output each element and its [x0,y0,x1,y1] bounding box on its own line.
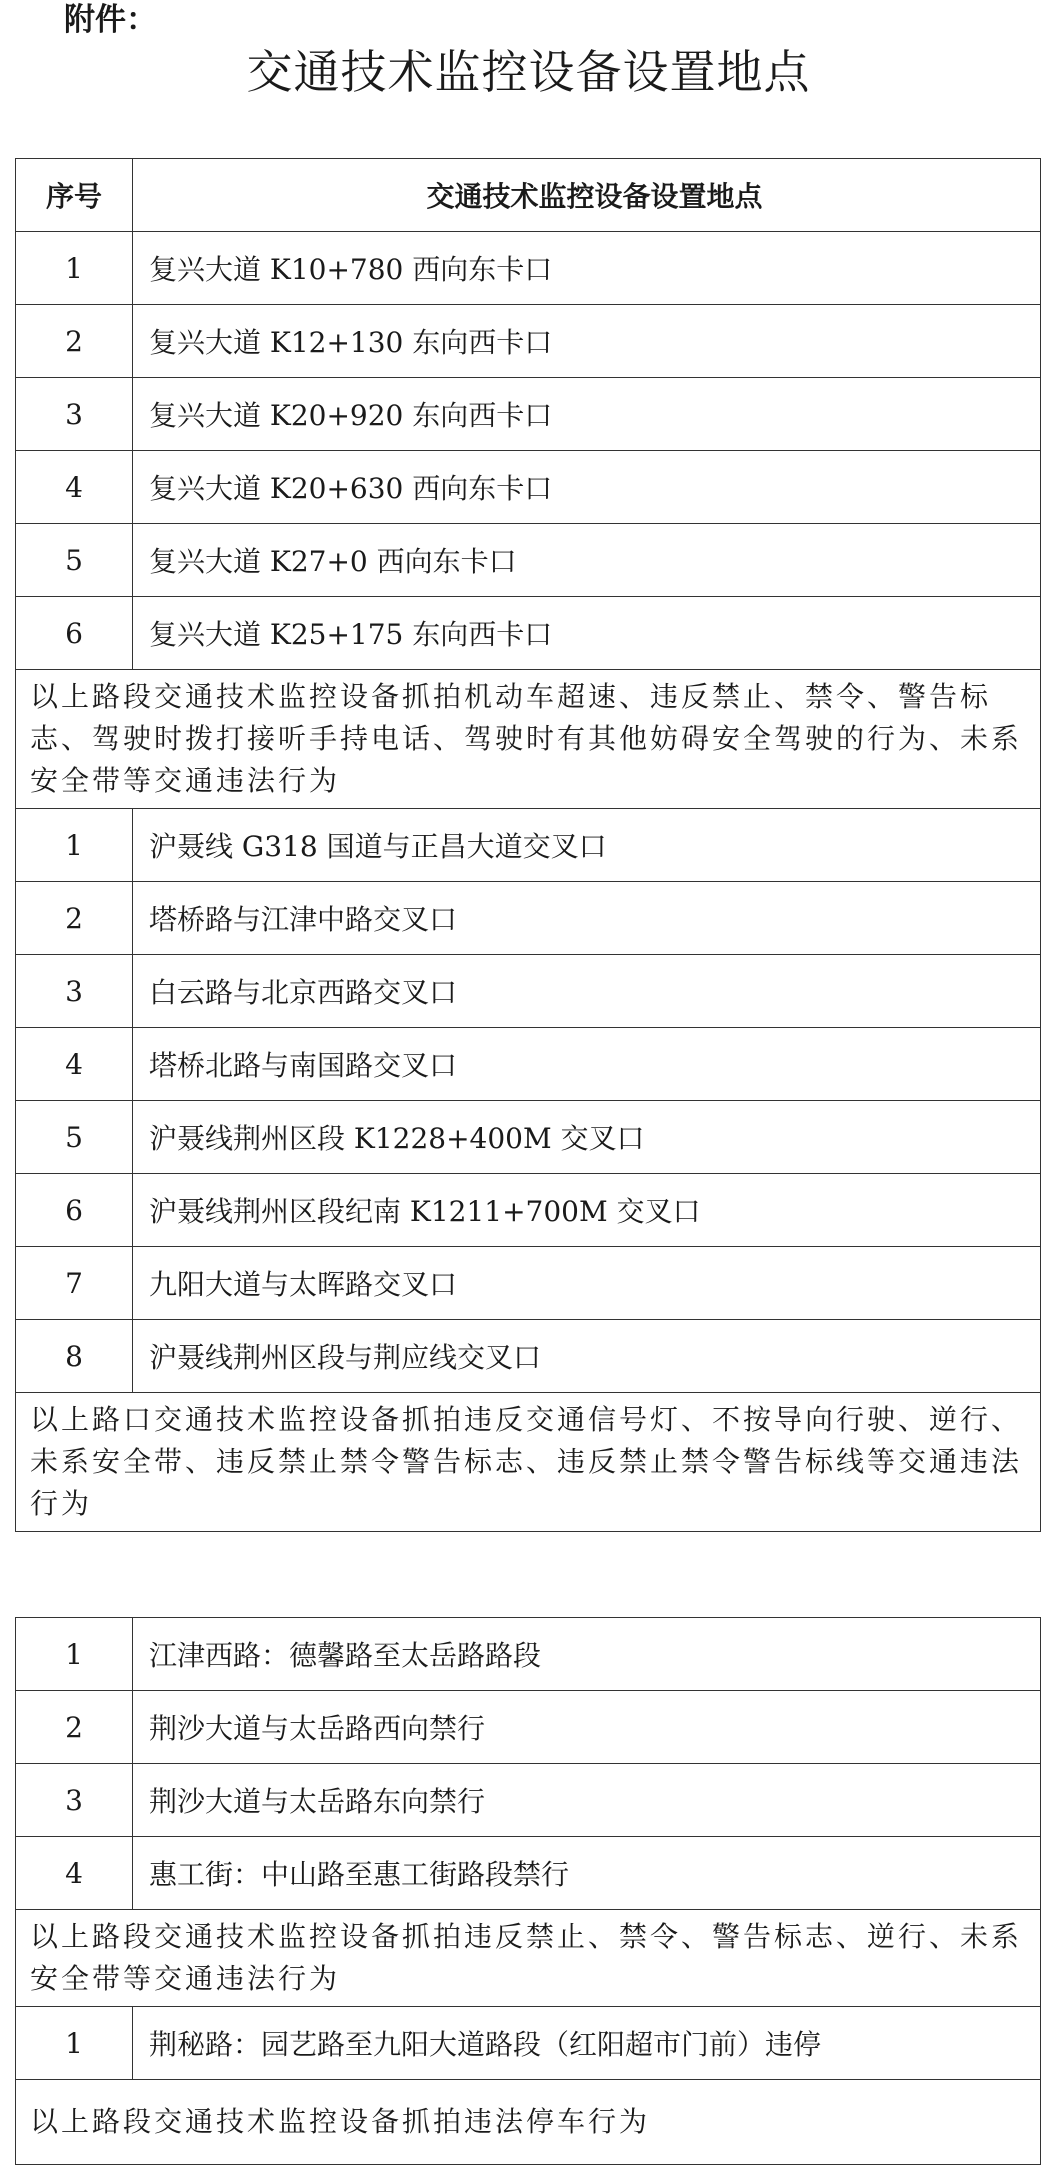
row-location: 复兴大道 K25+175 东向西卡口 [133,597,1041,670]
row-location: 复兴大道 K27+0 西向东卡口 [133,524,1041,597]
note-row [16,1393,1041,1532]
attachment-label: 附件： [64,2,157,38]
row-number: 6 [16,597,133,670]
table-row [16,955,1041,1028]
row-number: 3 [16,1764,133,1837]
row-number: 3 [16,378,133,451]
table-row [16,597,1041,670]
row-number: 1 [16,1618,133,1691]
page-title: 交通技术监控设备设置地点 [246,45,811,99]
table-row [16,1174,1041,1247]
table-row [16,1101,1041,1174]
table-row [16,809,1041,882]
row-number: 1 [16,2007,133,2080]
group-note: 以上路段交通技术监控设备抓拍违法停车行为 [16,2080,1041,2165]
row-location: 复兴大道 K10+780 西向东卡口 [133,232,1041,305]
table-row [16,524,1041,597]
row-location: 沪聂线荆州区段与荆应线交叉口 [133,1320,1041,1393]
row-location: 沪聂线荆州区段纪南 K1211+700M 交叉口 [133,1174,1041,1247]
row-number: 4 [16,451,133,524]
note-row [16,670,1041,809]
row-location: 复兴大道 K12+130 东向西卡口 [133,305,1041,378]
table-row [16,1247,1041,1320]
row-number: 7 [16,1247,133,1320]
table-row [16,1837,1041,1910]
locations-table-2 [15,1617,1041,2165]
row-location: 沪聂线 G318 国道与正昌大道交叉口 [133,809,1041,882]
row-location: 复兴大道 K20+920 东向西卡口 [133,378,1041,451]
table-row [16,1764,1041,1837]
row-location: 荆沙大道与太岳路西向禁行 [133,1691,1041,1764]
table-row [16,2007,1041,2080]
group-note: 以上路段交通技术监控设备抓拍机动车超速、违反禁止、禁令、警告标志、驾驶时拨打接听手持电话、驾驶时有其他妨碍安全驾驶的行为、未系安全带等交通违法行为 [16,670,1041,809]
row-number: 2 [16,882,133,955]
row-number: 1 [16,232,133,305]
table-row [16,1691,1041,1764]
row-location: 惠工街：中山路至惠工街路段禁行 [133,1837,1041,1910]
row-number: 4 [16,1028,133,1101]
header-number: 序号 [16,159,133,232]
row-location: 九阳大道与太晖路交叉口 [133,1247,1041,1320]
row-number: 3 [16,955,133,1028]
table-header-row [16,159,1041,232]
row-location: 白云路与北京西路交叉口 [133,955,1041,1028]
row-number: 2 [16,305,133,378]
row-number: 5 [16,524,133,597]
note-row [16,1910,1041,2007]
row-number: 5 [16,1101,133,1174]
row-location: 塔桥北路与南国路交叉口 [133,1028,1041,1101]
table-row [16,1320,1041,1393]
row-number: 1 [16,809,133,882]
table-row [16,1618,1041,1691]
row-location: 沪聂线荆州区段 K1228+400M 交叉口 [133,1101,1041,1174]
table-row [16,882,1041,955]
row-number: 8 [16,1320,133,1393]
group-note: 以上路口交通技术监控设备抓拍违反交通信号灯、不按导向行驶、逆行、未系安全带、违反禁止禁令警告标志、违反禁止禁令警告标线等交通违法行为 [16,1393,1041,1532]
table-row [16,1028,1041,1101]
row-location: 荆沙大道与太岳路东向禁行 [133,1764,1041,1837]
row-number: 4 [16,1837,133,1910]
row-location: 荆秘路：园艺路至九阳大道路段（红阳超市门前）违停 [133,2007,1041,2080]
group-note: 以上路段交通技术监控设备抓拍违反禁止、禁令、警告标志、逆行、未系安全带等交通违法行为 [16,1910,1041,2007]
row-number: 6 [16,1174,133,1247]
header-location: 交通技术监控设备设置地点 [133,159,1041,232]
table-row [16,232,1041,305]
row-number: 2 [16,1691,133,1764]
locations-table-1 [15,158,1041,1532]
table-row [16,451,1041,524]
table-row [16,305,1041,378]
note-row [16,2080,1041,2165]
row-location: 江津西路：德馨路至太岳路路段 [133,1618,1041,1691]
row-location: 复兴大道 K20+630 西向东卡口 [133,451,1041,524]
row-location: 塔桥路与江津中路交叉口 [133,882,1041,955]
table-row [16,378,1041,451]
